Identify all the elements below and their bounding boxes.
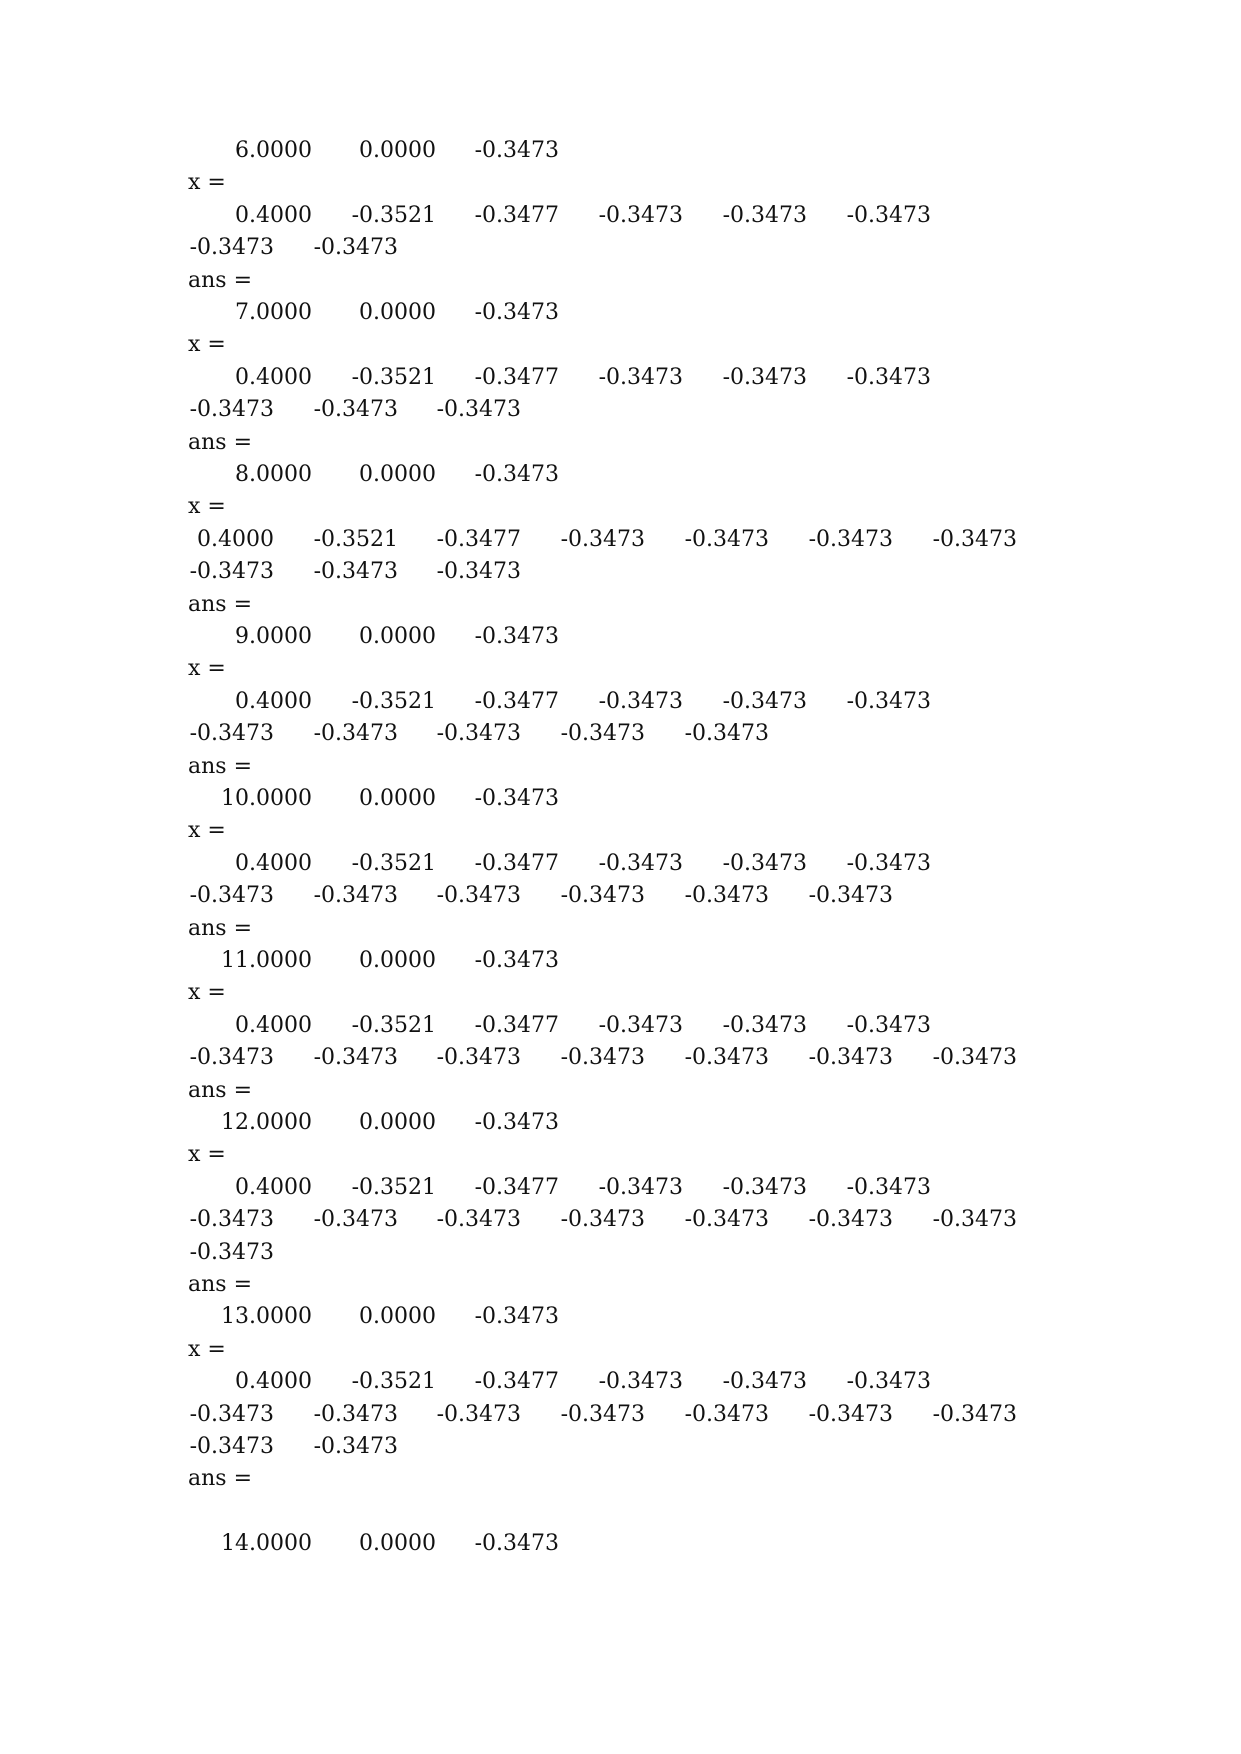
numeric-value: -0.3473 <box>474 948 559 973</box>
numeric-value: -0.3477 <box>474 364 559 390</box>
output-values-line <box>0 1302 1241 1332</box>
numeric-value: -0.3473 <box>846 1369 931 1395</box>
output-values-line <box>0 1043 1241 1073</box>
numeric-value: -0.3473 <box>474 786 559 811</box>
numeric-value: -0.3473 <box>598 688 683 714</box>
numeric-value: 14.0000 <box>221 1531 312 1557</box>
numeric-value: -0.3473 <box>560 883 645 909</box>
numeric-value: -0.3473 <box>808 1401 893 1427</box>
numeric-value: -0.3473 <box>598 850 683 876</box>
numeric-value: -0.3473 <box>598 1174 683 1200</box>
numeric-value: -0.3473 <box>436 397 521 423</box>
numeric-value: 7.0000 <box>235 300 312 325</box>
output-label-line <box>0 654 1241 684</box>
output-values-line <box>0 622 1241 652</box>
numeric-value: -0.3473 <box>189 721 274 747</box>
numeric-value: 11.0000 <box>221 948 312 973</box>
output-values-line <box>0 525 1241 555</box>
output-label-line <box>0 1076 1241 1106</box>
numeric-value: -0.3473 <box>474 1110 559 1135</box>
numeric-value: -0.3473 <box>313 1207 398 1233</box>
numeric-value: 10.0000 <box>221 786 312 811</box>
variable-label: ans = <box>188 753 253 779</box>
numeric-value: -0.3473 <box>436 1207 521 1233</box>
numeric-value: -0.3473 <box>474 1531 559 1557</box>
numeric-value: -0.3473 <box>313 1045 398 1071</box>
variable-label: ans = <box>188 591 253 617</box>
numeric-value: -0.3473 <box>808 1045 893 1071</box>
numeric-value: -0.3473 <box>189 1401 274 1427</box>
numeric-value: -0.3473 <box>722 1369 807 1395</box>
output-values-line <box>0 1205 1241 1235</box>
numeric-value: -0.3473 <box>684 1045 769 1071</box>
numeric-value: 0.0000 <box>359 1304 436 1330</box>
numeric-value: -0.3473 <box>436 883 521 909</box>
output-label-line <box>0 590 1241 620</box>
numeric-value: 8.0000 <box>235 462 312 487</box>
output-values-line <box>0 1400 1241 1430</box>
numeric-value: -0.3473 <box>846 688 931 714</box>
blank-line <box>0 1497 1241 1527</box>
numeric-value: -0.3473 <box>189 559 274 585</box>
numeric-value: -0.3473 <box>598 364 683 390</box>
numeric-value: -0.3473 <box>436 1401 521 1427</box>
numeric-value: -0.3473 <box>313 1434 398 1459</box>
numeric-value: -0.3477 <box>474 202 559 228</box>
output-label-line <box>0 914 1241 944</box>
variable-label: x = <box>188 656 226 682</box>
numeric-value: -0.3521 <box>351 688 436 714</box>
numeric-value: -0.3477 <box>436 526 521 552</box>
numeric-value: -0.3521 <box>351 1174 436 1200</box>
variable-label: ans = <box>188 1077 253 1103</box>
numeric-value: -0.3473 <box>684 883 769 909</box>
variable-label: x = <box>188 332 226 358</box>
numeric-value: -0.3473 <box>474 138 559 163</box>
numeric-value: 0.0000 <box>359 624 436 649</box>
numeric-value: -0.3473 <box>474 462 559 487</box>
output-values-line <box>0 1011 1241 1041</box>
output-label-line <box>0 816 1241 846</box>
numeric-value: -0.3473 <box>722 688 807 714</box>
numeric-value: -0.3521 <box>351 1369 436 1395</box>
numeric-value: -0.3473 <box>598 1369 683 1395</box>
numeric-value: -0.3473 <box>560 1045 645 1071</box>
numeric-value: -0.3473 <box>932 1045 1017 1071</box>
output-label-line <box>0 1464 1241 1494</box>
output-values-line <box>0 460 1241 490</box>
numeric-value: -0.3473 <box>808 526 893 552</box>
numeric-value: 0.4000 <box>235 1174 312 1200</box>
numeric-value: -0.3521 <box>351 202 436 228</box>
numeric-value: -0.3473 <box>808 1207 893 1233</box>
numeric-value: -0.3473 <box>560 721 645 747</box>
numeric-value: 0.4000 <box>197 526 274 552</box>
numeric-value: -0.3473 <box>560 1207 645 1233</box>
output-values-line <box>0 1238 1241 1268</box>
output-values-line <box>0 1432 1241 1462</box>
output-label-line <box>0 266 1241 296</box>
numeric-value: -0.3473 <box>722 364 807 390</box>
variable-label: ans = <box>188 1272 253 1297</box>
variable-label: ans = <box>188 1466 253 1492</box>
output-label-line <box>0 330 1241 360</box>
variable-label: ans = <box>188 429 253 455</box>
numeric-value: -0.3473 <box>722 1012 807 1038</box>
output-label-line <box>0 752 1241 782</box>
variable-label: x = <box>188 494 226 520</box>
numeric-value: -0.3473 <box>313 883 398 909</box>
output-values-line <box>0 881 1241 911</box>
variable-label: ans = <box>188 915 253 941</box>
numeric-value: 0.4000 <box>235 688 312 714</box>
numeric-value: -0.3473 <box>932 1207 1017 1233</box>
output-values-line <box>0 1367 1241 1397</box>
variable-label: x = <box>188 1336 226 1362</box>
numeric-value: -0.3473 <box>846 202 931 228</box>
output-values-line <box>0 136 1241 166</box>
numeric-value: -0.3473 <box>474 1304 559 1330</box>
output-values-line <box>0 849 1241 879</box>
output-values-line <box>0 1173 1241 1203</box>
numeric-value: 0.0000 <box>359 462 436 487</box>
output-values-line <box>0 557 1241 587</box>
variable-label: x = <box>188 170 226 196</box>
numeric-value: -0.3473 <box>684 526 769 552</box>
numeric-value: -0.3473 <box>684 1401 769 1427</box>
numeric-value: -0.3477 <box>474 1174 559 1200</box>
numeric-value: -0.3473 <box>846 364 931 390</box>
numeric-value: -0.3521 <box>313 526 398 552</box>
output-label-line <box>0 1270 1241 1300</box>
numeric-value: -0.3473 <box>189 1434 274 1459</box>
variable-label: x = <box>188 980 226 1006</box>
numeric-value: -0.3473 <box>436 559 521 585</box>
numeric-value: 12.0000 <box>221 1110 312 1135</box>
numeric-value: -0.3473 <box>722 202 807 228</box>
numeric-value: -0.3521 <box>351 850 436 876</box>
numeric-value: -0.3473 <box>436 1045 521 1071</box>
numeric-value: -0.3473 <box>189 1239 274 1265</box>
numeric-value: -0.3473 <box>189 235 274 261</box>
numeric-value: 0.0000 <box>359 1110 436 1135</box>
numeric-value: -0.3473 <box>189 1207 274 1233</box>
numeric-value: -0.3473 <box>313 721 398 747</box>
numeric-value: -0.3473 <box>846 850 931 876</box>
variable-label: ans = <box>188 267 253 293</box>
numeric-value: -0.3473 <box>313 235 398 261</box>
numeric-value: -0.3473 <box>560 526 645 552</box>
numeric-value: -0.3521 <box>351 1012 436 1038</box>
numeric-value: 0.4000 <box>235 1369 312 1395</box>
numeric-value: 0.4000 <box>235 1012 312 1038</box>
numeric-value: -0.3473 <box>932 1401 1017 1427</box>
numeric-value: -0.3473 <box>808 883 893 909</box>
output-label-line <box>0 1140 1241 1170</box>
numeric-value: -0.3521 <box>351 364 436 390</box>
numeric-value: -0.3473 <box>189 397 274 423</box>
numeric-value: -0.3473 <box>722 850 807 876</box>
numeric-value: -0.3477 <box>474 1369 559 1395</box>
numeric-value: 0.4000 <box>235 364 312 390</box>
numeric-value: -0.3473 <box>598 1012 683 1038</box>
numeric-value: -0.3473 <box>313 397 398 423</box>
output-label-line <box>0 428 1241 458</box>
output-label-line <box>0 978 1241 1008</box>
output-label-line <box>0 1335 1241 1365</box>
numeric-value: -0.3473 <box>846 1174 931 1200</box>
output-values-line <box>0 363 1241 393</box>
numeric-value: -0.3473 <box>684 721 769 747</box>
numeric-value: -0.3477 <box>474 850 559 876</box>
numeric-value: -0.3473 <box>436 721 521 747</box>
numeric-value: -0.3473 <box>313 1401 398 1427</box>
output-values-line <box>0 719 1241 749</box>
numeric-value: -0.3473 <box>846 1012 931 1038</box>
numeric-value: -0.3477 <box>474 688 559 714</box>
numeric-value: -0.3473 <box>560 1401 645 1427</box>
output-label-line <box>0 168 1241 198</box>
output-values-line <box>0 298 1241 328</box>
numeric-value: -0.3473 <box>474 300 559 325</box>
output-values-line <box>0 1529 1241 1559</box>
numeric-value: -0.3473 <box>474 624 559 649</box>
numeric-value: 0.0000 <box>359 300 436 325</box>
numeric-value: 0.0000 <box>359 138 436 163</box>
numeric-value: 0.4000 <box>235 202 312 228</box>
output-values-line <box>0 784 1241 814</box>
numeric-value: -0.3473 <box>932 526 1017 552</box>
output-label-line <box>0 492 1241 522</box>
output-values-line <box>0 201 1241 231</box>
numeric-value: -0.3473 <box>313 559 398 585</box>
output-values-line <box>0 687 1241 717</box>
numeric-value: -0.3473 <box>189 1045 274 1071</box>
output-values-line <box>0 395 1241 425</box>
numeric-value: 9.0000 <box>235 624 312 649</box>
numeric-value: -0.3473 <box>722 1174 807 1200</box>
numeric-value: -0.3473 <box>189 883 274 909</box>
numeric-value: -0.3473 <box>598 202 683 228</box>
numeric-value: 0.4000 <box>235 850 312 876</box>
numeric-value: -0.3477 <box>474 1012 559 1038</box>
output-values-line <box>0 233 1241 263</box>
output-values-line <box>0 1108 1241 1138</box>
variable-label: x = <box>188 1142 226 1168</box>
numeric-value: 0.0000 <box>359 948 436 973</box>
variable-label: x = <box>188 818 226 844</box>
output-values-line <box>0 946 1241 976</box>
numeric-value: 13.0000 <box>221 1304 312 1330</box>
numeric-value: 0.0000 <box>359 786 436 811</box>
numeric-value: 0.0000 <box>359 1531 436 1557</box>
numeric-value: -0.3473 <box>684 1207 769 1233</box>
numeric-value: 6.0000 <box>235 138 312 163</box>
